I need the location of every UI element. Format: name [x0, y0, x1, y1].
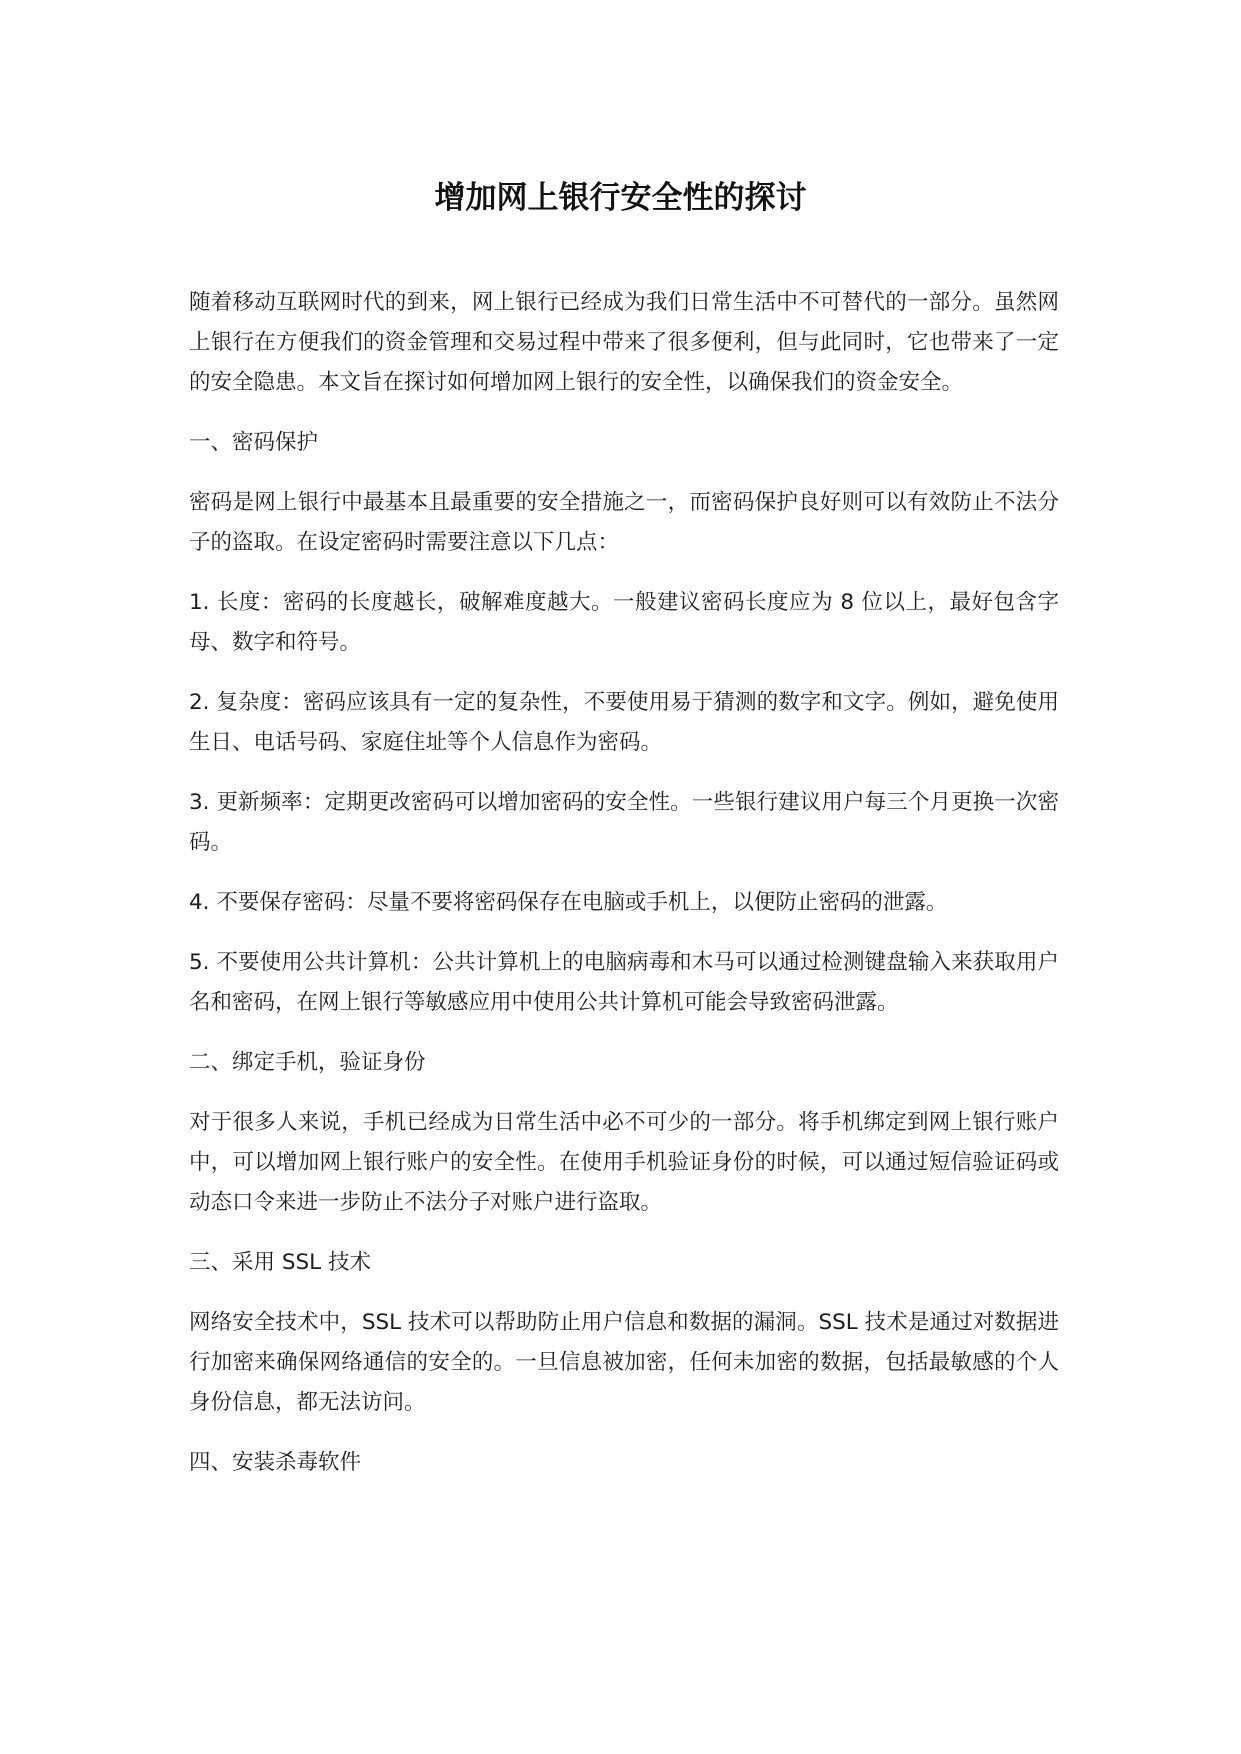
list-item-complexity: 2. 复杂度：密码应该具有一定的复杂性，不要使用易于猜测的数字和文字。例如，避免使用生日、电话号码、家庭住址等个人信息作为密码。: [189, 690, 1059, 755]
list-item-do-not-save: 4. 不要保存密码：尽量不要将密码保存在电脑或手机上，以便防止密码的泄露。: [189, 890, 948, 915]
section-heading-antivirus: 四、安装杀毒软件: [189, 1450, 362, 1475]
list-item-length: 1. 长度：密码的长度越长，破解难度越大。一般建议密码长度应为 8 位以上，最好包含字母、数字和符号。: [189, 590, 1059, 655]
section-heading-password: 一、密码保护: [189, 430, 319, 455]
paragraph-password: 密码是网上银行中最基本且最重要的安全措施之一，而密码保护良好则可以有效防止不法分子的盗取。在设定密码时需要注意以下几点：: [189, 490, 1059, 555]
section-heading-ssl: 三、采用 SSL 技术: [189, 1250, 371, 1275]
section-heading-phone: 二、绑定手机，验证身份: [189, 1050, 426, 1075]
list-item-update-frequency: 3. 更新频率：定期更改密码可以增加密码的安全性。一些银行建议用户每三个月更换一次密码。: [189, 790, 1059, 855]
document-title: 增加网上银行安全性的探讨: [434, 180, 807, 216]
intro-paragraph: 随着移动互联网时代的到来，网上银行已经成为我们日常生活中不可替代的一部分。虽然网上银行在方便我们的资金管理和交易过程中带来了很多便利，但与此同时，它也带来了一定的安全隐患。本文旨在探讨如何增加网上银行的安全性，以确保我们的资金安全。: [189, 290, 1059, 395]
document-body: [189, 283, 1059, 1503]
paragraph-ssl: 网络安全技术中，SSL 技术可以帮助防止用户信息和数据的漏洞。SSL 技术是通过对数据进行加密来确保网络通信的安全的。一旦信息被加密，任何未加密的数据，包括最敏感的个人身份信息，都无法访问。: [189, 1310, 1059, 1415]
paragraph-phone: 对于很多人来说，手机已经成为日常生活中必不可少的一部分。将手机绑定到网上银行账户中，可以增加网上银行账户的安全性。在使用手机验证身份的时候，可以通过短信验证码或动态口令来进一步防止不法分子对账户进行盗取。: [189, 1110, 1059, 1215]
list-item-public-computer: 5. 不要使用公共计算机：公共计算机上的电脑病毒和木马可以通过检测键盘输入来获取用户名和密码，在网上银行等敏感应用中使用公共计算机可能会导致密码泄露。: [189, 950, 1059, 1015]
